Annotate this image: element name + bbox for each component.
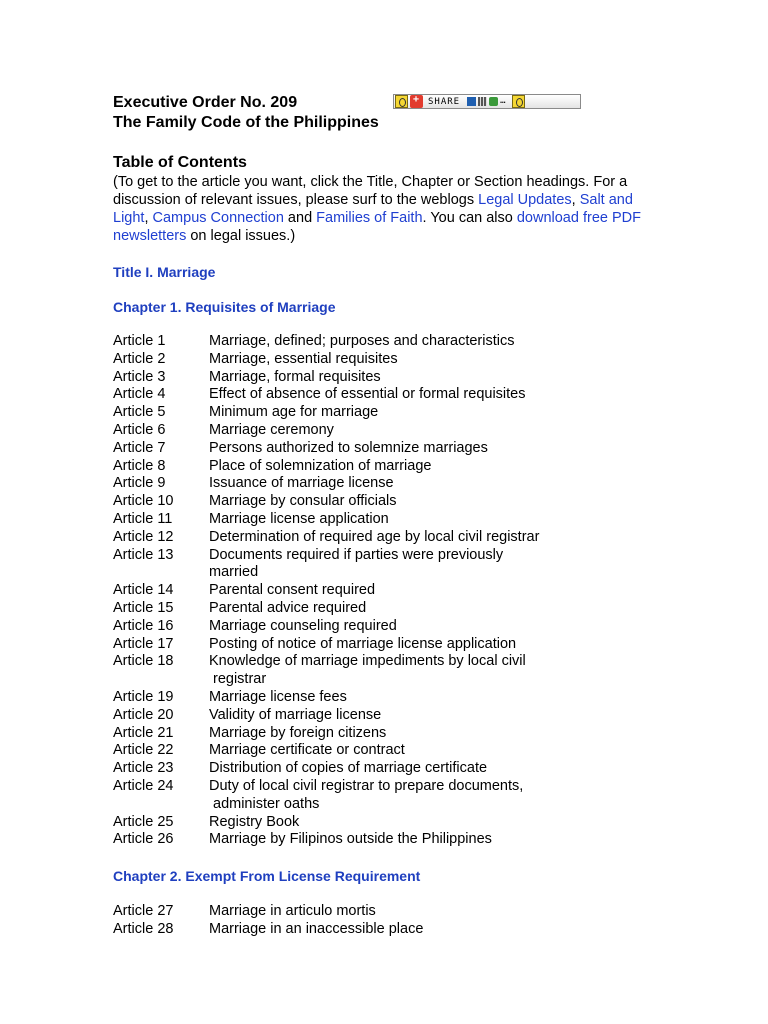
article-title xyxy=(209,707,554,725)
article-title-continuation: administer oaths xyxy=(213,795,320,812)
intro-text-2: and xyxy=(283,210,317,226)
article-number: Article 13 xyxy=(113,546,174,563)
article-number: Article 20 xyxy=(113,706,174,723)
article-title-text: Marriage license application xyxy=(209,510,389,527)
article-row[interactable] xyxy=(113,333,673,351)
link-salt-and-light[interactable]: Salt and Light xyxy=(113,192,633,226)
share-toolbar[interactable] xyxy=(393,94,581,109)
intro-sep-2: , xyxy=(144,210,153,226)
article-number: Article 7 xyxy=(113,439,166,456)
article-title xyxy=(209,636,554,654)
article-row[interactable] xyxy=(113,547,673,583)
intro-paragraph xyxy=(113,173,658,245)
article-title xyxy=(209,778,554,814)
intro-text-4: on legal issues.) xyxy=(186,228,296,244)
article-number: Article 5 xyxy=(113,404,166,421)
article-title-text: Parental advice required xyxy=(209,599,367,616)
article-title xyxy=(209,440,554,458)
article-title-text: Validity of marriage license xyxy=(209,706,382,723)
toc-heading: Table of Contents xyxy=(113,154,247,171)
article-title xyxy=(209,831,554,849)
article-row[interactable] xyxy=(113,511,673,529)
article-title-text: Issuance of marriage license xyxy=(209,475,394,492)
intro-text-1: (To get to the article you want, click the Title, Chapter or Section headings. For a discussion of relevant issues, please surf to the weblogs xyxy=(113,174,628,208)
windows-live-icon[interactable] xyxy=(489,97,498,106)
article-row[interactable] xyxy=(113,636,673,654)
article-row[interactable] xyxy=(113,742,673,760)
add-icon[interactable] xyxy=(410,95,423,108)
article-row[interactable] xyxy=(113,369,673,387)
article-row[interactable] xyxy=(113,653,673,689)
article-title-text: Determination of required age by local civil registrar xyxy=(209,528,540,545)
article-title xyxy=(209,921,554,939)
link-download-newsletters[interactable]: download free PDF newsletters xyxy=(113,210,641,244)
article-title-text: Marriage license fees xyxy=(209,688,347,705)
article-number: Article 21 xyxy=(113,724,174,741)
article-title-text: Documents required if parties were previously married xyxy=(209,546,504,581)
article-row[interactable] xyxy=(113,778,673,814)
article-row[interactable] xyxy=(113,903,673,921)
article-number: Article 11 xyxy=(113,510,173,527)
article-row[interactable] xyxy=(113,760,673,778)
article-row[interactable] xyxy=(113,475,673,493)
article-number: Article 19 xyxy=(113,688,174,705)
document-page xyxy=(113,93,673,939)
more-icon[interactable]: … xyxy=(500,96,507,106)
article-title xyxy=(209,386,554,404)
article-row[interactable] xyxy=(113,921,673,939)
article-number: Article 12 xyxy=(113,528,174,545)
article-row[interactable] xyxy=(113,725,673,743)
article-title-text: Persons authorized to solemnize marriages xyxy=(209,439,488,456)
article-title-text: Minimum age for marriage xyxy=(209,404,379,421)
article-title-text: Place of solemnization of marriage xyxy=(209,457,432,474)
article-row[interactable] xyxy=(113,493,673,511)
article-row[interactable] xyxy=(113,831,673,849)
article-number: Article 3 xyxy=(113,368,166,385)
article-title xyxy=(209,351,554,369)
article-title xyxy=(209,814,554,832)
article-title-continuation: registrar xyxy=(213,671,267,688)
chapter-1-heading[interactable]: Chapter 1. Requisites of Marriage xyxy=(113,299,336,315)
intro-text-3: . You can also xyxy=(422,210,517,226)
article-title xyxy=(209,493,554,511)
article-number: Article 10 xyxy=(113,493,174,510)
share-button[interactable]: SHARE xyxy=(428,96,461,107)
article-number: Article 22 xyxy=(113,742,174,759)
article-title xyxy=(209,725,554,743)
article-title-text: Marriage, defined; purposes and characteristics xyxy=(209,333,515,349)
article-title xyxy=(209,618,554,636)
link-campus-connection[interactable]: Campus Connection xyxy=(152,210,284,226)
article-number: Article 14 xyxy=(113,582,174,599)
article-title xyxy=(209,404,554,422)
article-title xyxy=(209,653,554,689)
article-row[interactable] xyxy=(113,458,673,476)
article-title-text: Marriage counseling required xyxy=(209,617,397,634)
article-number: Article 18 xyxy=(113,653,174,670)
article-row[interactable] xyxy=(113,351,673,369)
article-row[interactable] xyxy=(113,689,673,707)
article-number: Article 17 xyxy=(113,635,174,652)
chapter-2-heading[interactable]: Chapter 2. Exempt From License Requirement xyxy=(113,868,421,885)
article-title xyxy=(209,529,554,547)
article-title xyxy=(209,422,554,440)
article-title-text: Effect of absence of essential or formal requisites xyxy=(209,386,526,403)
article-title xyxy=(209,458,554,476)
article-number: Article 4 xyxy=(113,386,166,403)
article-title-text: Marriage in articulo mortis xyxy=(209,903,376,920)
article-number: Article 28 xyxy=(113,920,174,937)
article-number: Article 26 xyxy=(113,831,174,848)
article-number: Article 23 xyxy=(113,760,174,777)
article-row[interactable] xyxy=(113,404,673,422)
article-row[interactable] xyxy=(113,440,673,458)
article-title-text: Posting of notice of marriage license application xyxy=(209,635,517,652)
article-title xyxy=(209,369,554,387)
chapter-1-article-list xyxy=(113,333,673,849)
article-row[interactable] xyxy=(113,618,673,636)
chapter-2-article-list xyxy=(113,903,673,939)
article-title-text: Marriage ceremony xyxy=(209,421,334,438)
article-title xyxy=(209,333,554,351)
article-title xyxy=(209,903,554,921)
article-row[interactable] xyxy=(113,814,673,832)
article-title-text: Marriage by Filipinos outside the Philippines xyxy=(209,831,492,848)
article-title-text: Knowledge of marriage impediments by local civil xyxy=(209,653,526,670)
article-number: Article 1 xyxy=(113,333,166,349)
article-row[interactable] xyxy=(113,582,673,600)
article-number: Article 25 xyxy=(113,813,174,830)
document-title: Executive Order No. 209 xyxy=(113,94,298,111)
article-title xyxy=(209,475,554,493)
bookmark-icon-right[interactable] xyxy=(512,95,525,108)
article-title xyxy=(209,511,554,529)
digg-icon[interactable] xyxy=(478,97,487,106)
article-title-text: Marriage, essential requisites xyxy=(209,350,398,367)
article-title-text: Parental consent required xyxy=(209,582,376,599)
link-legal-updates[interactable]: Legal Updates xyxy=(478,192,572,208)
delicious-icon[interactable] xyxy=(467,97,476,106)
article-title-text: Duty of local civil registrar to prepare documents, xyxy=(209,777,524,794)
intro-sep-1: , xyxy=(571,192,580,208)
article-number: Article 27 xyxy=(113,903,174,920)
article-number: Article 9 xyxy=(113,475,166,492)
article-title-text: Marriage, formal requisites xyxy=(209,368,381,385)
article-title-text: Marriage by consular officials xyxy=(209,493,397,510)
article-title xyxy=(209,547,554,583)
article-title-text: Marriage in an inaccessible place xyxy=(209,920,424,937)
article-row[interactable] xyxy=(113,422,673,440)
title-1-heading[interactable]: Title I. Marriage xyxy=(113,264,216,280)
article-number: Article 6 xyxy=(113,421,166,438)
article-row[interactable] xyxy=(113,707,673,725)
article-title-text: Marriage by foreign citizens xyxy=(209,724,387,741)
article-title xyxy=(209,600,554,618)
article-title-text: Marriage certificate or contract xyxy=(209,742,405,759)
link-families-of-faith[interactable]: Families of Faith xyxy=(316,210,423,226)
bookmark-icon[interactable] xyxy=(395,95,408,108)
article-title xyxy=(209,582,554,600)
article-title xyxy=(209,689,554,707)
article-row[interactable] xyxy=(113,386,673,404)
article-number: Article 2 xyxy=(113,350,166,367)
article-row[interactable] xyxy=(113,600,673,618)
article-title xyxy=(209,742,554,760)
article-row[interactable] xyxy=(113,529,673,547)
article-title-text: Registry Book xyxy=(209,813,300,830)
article-number: Article 8 xyxy=(113,457,166,474)
document-subtitle: The Family Code of the Philippines xyxy=(113,114,379,131)
article-title xyxy=(209,760,554,778)
article-number: Article 24 xyxy=(113,777,174,794)
article-number: Article 16 xyxy=(113,617,174,634)
article-title-text: Distribution of copies of marriage certificate xyxy=(209,760,488,777)
article-number: Article 15 xyxy=(113,599,174,616)
